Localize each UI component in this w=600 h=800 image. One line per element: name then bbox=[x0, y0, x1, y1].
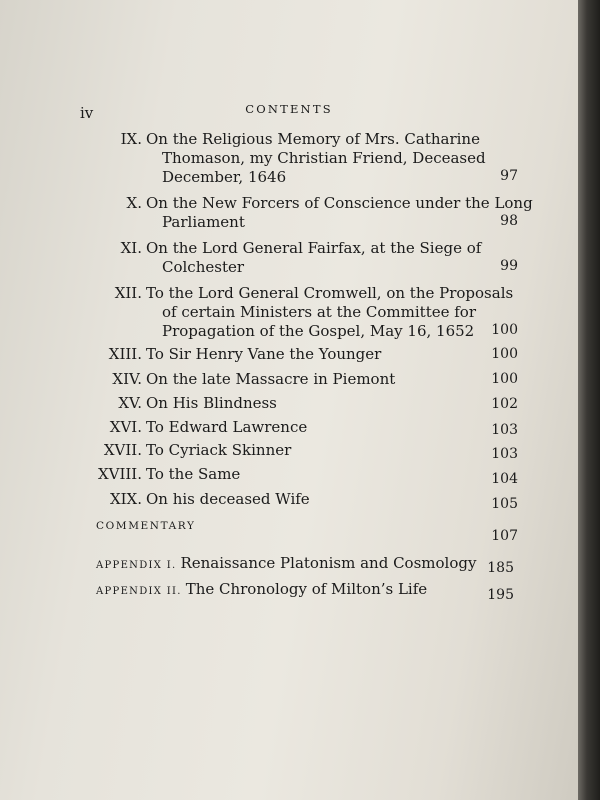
entry-number: XIX. bbox=[109, 490, 142, 508]
entry-page: 105 bbox=[491, 496, 518, 512]
entry-title-line: On the New Forcers of Conscience under the Long bbox=[146, 194, 533, 212]
book-edge-shadow bbox=[578, 0, 600, 800]
appendix-title: Renaissance Platonism and Cosmology bbox=[180, 554, 477, 572]
entry-page: 97 bbox=[500, 168, 518, 184]
entry-number: XV. bbox=[118, 394, 142, 412]
entry-title-line: On His Blindness bbox=[146, 394, 277, 412]
entry-title-line: To Edward Lawrence bbox=[146, 418, 308, 436]
entry-number: XI. bbox=[120, 239, 142, 257]
entry-title-line: Parliament bbox=[162, 213, 245, 231]
entry-title bbox=[146, 370, 395, 389]
entry-title-line: Thomason, my Christian Friend, Deceased bbox=[162, 149, 486, 167]
commentary-page: 107 bbox=[491, 528, 518, 544]
entry-title bbox=[146, 284, 513, 341]
appendix-label: APPENDIX II. bbox=[96, 586, 182, 597]
entry-page: 99 bbox=[500, 258, 518, 274]
entry-title-line: Propagation of the Gospel, May 16, 1652 bbox=[162, 322, 475, 340]
entry-title bbox=[146, 345, 381, 364]
entry-page: 100 bbox=[491, 371, 518, 387]
entry-title-line: On his deceased Wife bbox=[146, 490, 310, 508]
entry-page: 102 bbox=[491, 396, 518, 412]
entry-number: X. bbox=[126, 194, 142, 212]
entry-page: 100 bbox=[491, 322, 518, 338]
entry-title-line: Colchester bbox=[162, 258, 245, 276]
entry-title-line: On the Lord General Fairfax, at the Siege of bbox=[146, 239, 482, 257]
appendix-label: APPENDIX I. bbox=[96, 560, 177, 571]
entry-title bbox=[146, 418, 307, 437]
entry-title-line: To Cyriack Skinner bbox=[146, 441, 292, 459]
entry-title bbox=[146, 394, 277, 413]
entry-number: XIV. bbox=[112, 370, 142, 388]
entry-number: XVI. bbox=[109, 418, 142, 436]
entry-page: 103 bbox=[491, 446, 518, 462]
entry-page: 100 bbox=[491, 346, 518, 362]
entry-page: 104 bbox=[491, 471, 518, 487]
entry-page: 98 bbox=[500, 213, 518, 229]
appendix-line bbox=[96, 554, 476, 575]
entry-title-line: On the Religious Memory of Mrs. Catharine bbox=[146, 130, 480, 148]
page-folio: iv bbox=[80, 104, 94, 122]
entry-title-line: To the Same bbox=[146, 465, 241, 483]
entry-title bbox=[146, 194, 533, 232]
entry-title-line: To Sir Henry Vane the Younger bbox=[146, 345, 382, 363]
entry-title bbox=[146, 239, 481, 277]
entry-number: XIII. bbox=[108, 345, 142, 363]
entry-number: XVII. bbox=[103, 441, 142, 459]
entry-title bbox=[146, 465, 240, 484]
entry-number: IX. bbox=[120, 130, 142, 148]
entry-title-line: On the late Massacre in Piemont bbox=[146, 370, 396, 388]
entry-number: XII. bbox=[114, 284, 142, 302]
entry-title-line: of certain Ministers at the Committee for bbox=[162, 303, 477, 321]
entry-number: XVIII. bbox=[97, 465, 142, 483]
entry-title bbox=[146, 130, 486, 187]
appendix-page: 185 bbox=[487, 560, 514, 576]
entry-title bbox=[146, 490, 310, 509]
entry-title-line: December, 1646 bbox=[162, 168, 287, 186]
commentary-label: COMMENTARY bbox=[96, 520, 196, 532]
running-head: CONTENTS bbox=[245, 102, 333, 116]
appendix-title: The Chronology of Milton’s Life bbox=[185, 580, 428, 598]
entry-page: 103 bbox=[491, 422, 518, 438]
entry-title bbox=[146, 441, 291, 460]
entry-title-line: To the Lord General Cromwell, on the Proposals bbox=[146, 284, 514, 302]
appendix-page: 195 bbox=[487, 587, 514, 603]
appendix-line bbox=[96, 580, 427, 601]
